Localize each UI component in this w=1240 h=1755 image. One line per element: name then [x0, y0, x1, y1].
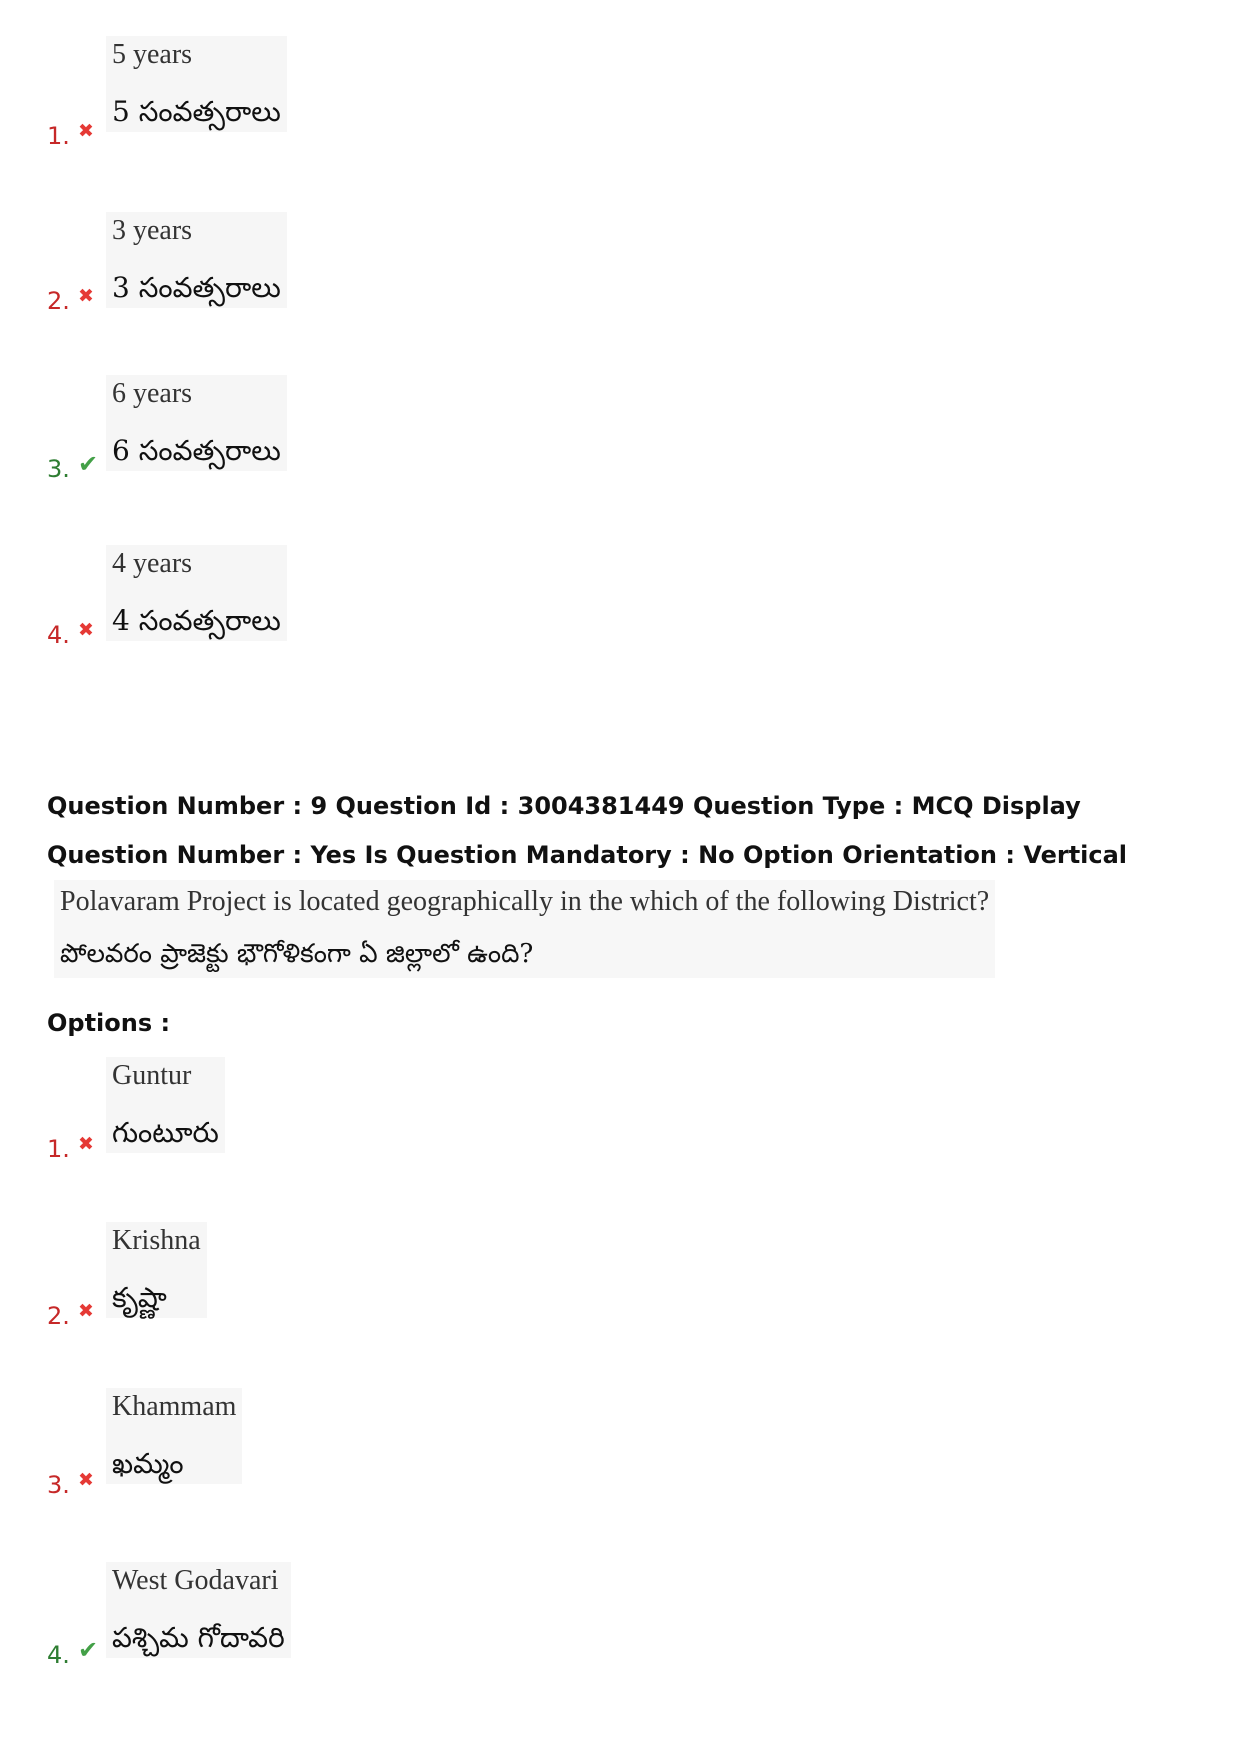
option-text-te: 5 సంవత్సరాలు [112, 95, 281, 128]
cross-icon: ✖ [78, 619, 94, 641]
option-image [106, 545, 287, 641]
check-icon: ✔ [78, 450, 99, 478]
option-text-en: West Godavari [112, 1565, 279, 1596]
option-number: 1. [47, 122, 70, 150]
option-number: 4. [47, 1641, 70, 1669]
option-number: 1. [47, 1135, 70, 1163]
cross-icon: ✖ [78, 285, 94, 307]
option-image [106, 375, 287, 471]
option-image [106, 36, 287, 132]
question-image [54, 880, 995, 978]
question-header: Question Number : 9 Question Id : 3004381449 Question Type : MCQ Display Question Number : Yes Is Question Mandatory : No Option Orientation : Vertical [47, 792, 1128, 869]
option-number: 4. [47, 621, 70, 649]
option-text-te: 3 సంవత్సరాలు [112, 271, 281, 304]
option-text-en: Krishna [112, 1225, 201, 1256]
question-text-te: పోలవరం ప్రాజెక్టు భౌగోళికంగా ఏ జిల్లాలో ఉంది? [60, 939, 534, 969]
cross-icon: ✖ [78, 1300, 94, 1322]
option-image [106, 1057, 225, 1153]
option-text-te: 6 సంవత్సరాలు [112, 434, 281, 467]
option-text-te: కృష్ణా [112, 1281, 167, 1314]
question-text-en: Polavaram Project is located geographically in the which of the following District? [60, 886, 990, 917]
option-text-te: 4 సంవత్సరాలు [112, 604, 281, 637]
option-image [106, 1562, 291, 1658]
option-text-en: 5 years [112, 39, 193, 70]
option-text-te: పశ్చిమ గోదావరి [112, 1621, 285, 1654]
cross-icon: ✖ [78, 1469, 94, 1491]
cross-icon: ✖ [78, 1133, 94, 1155]
option-text-en: 6 years [112, 378, 193, 409]
option-number: 2. [47, 1302, 70, 1330]
option-image [106, 1388, 242, 1484]
option-text-en: 4 years [112, 548, 193, 579]
option-image [106, 212, 287, 308]
options-label: Options : [47, 1009, 171, 1037]
option-number: 2. [47, 287, 70, 315]
option-text-en: Guntur [112, 1060, 192, 1091]
option-number: 3. [47, 455, 70, 483]
option-image [106, 1222, 207, 1318]
option-number: 3. [47, 1471, 70, 1499]
option-text-te: ఖమ్మం [112, 1447, 184, 1480]
check-icon: ✔ [78, 1636, 99, 1664]
option-text-en: Khammam [112, 1391, 237, 1422]
cross-icon: ✖ [78, 120, 94, 142]
option-text-te: గుంటూరు [112, 1116, 219, 1149]
option-text-en: 3 years [112, 215, 193, 246]
